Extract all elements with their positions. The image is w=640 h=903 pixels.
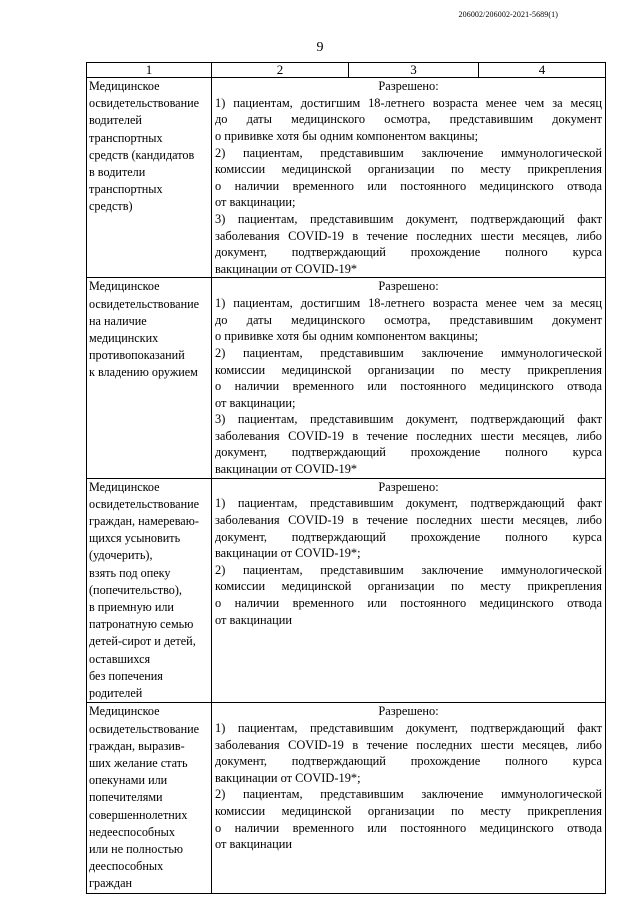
procedure-label-line: граждан, намереваю- xyxy=(89,514,199,529)
condition-line: комиссии медицинской организации по месту прикрепления xyxy=(215,362,602,377)
procedure-label-line: освидетельствование xyxy=(89,96,200,111)
procedure-label-line: недееспособных xyxy=(89,824,175,839)
conditions-cell xyxy=(212,278,606,478)
procedure-label-line: освидетельствование xyxy=(89,496,200,511)
condition-line: о наличии временного или постоянного медицинского отвода xyxy=(215,379,602,394)
condition-line: от вакцинации; xyxy=(215,195,296,210)
procedure-label-line: Медицинское xyxy=(89,704,160,719)
header-cell-2: 2 xyxy=(212,63,349,78)
header-row xyxy=(87,63,606,78)
condition-line: о наличии временного или постоянного медицинского отвода xyxy=(215,596,602,611)
header-cell-1: 1 xyxy=(87,63,212,78)
allowed-label: Разрешено: xyxy=(378,279,439,294)
condition-line: заболевания COVID-19 в течение последних шести месяцев, либо xyxy=(215,228,602,243)
procedure-label-line: патронатную семью xyxy=(89,617,194,632)
procedure-label-line: транспортных xyxy=(89,182,163,197)
procedure-label-line: к владению оружием xyxy=(89,365,198,380)
procedure-label-line: (попечительство), xyxy=(89,582,182,597)
condition-line: 1) пациентам, представившим документ, подтверждающий факт xyxy=(215,721,602,736)
condition-line: вакцинации от COVID-19*; xyxy=(215,546,361,561)
condition-line: от вакцинации xyxy=(215,837,293,852)
condition-line: 3) пациентам, представившим документ, подтверждающий факт xyxy=(215,211,602,226)
procedure-label-line: Медицинское xyxy=(89,79,160,93)
condition-line: вакцинации от COVID-19* xyxy=(215,462,358,477)
condition-line: заболевания COVID-19 в течение последних шести месяцев, либо xyxy=(215,513,602,528)
procedure-label-line: дееспособных xyxy=(89,859,164,874)
allowed-label: Разрешено: xyxy=(378,479,439,494)
condition-line: документ, подтверждающий прохождение полного курса xyxy=(215,245,602,260)
condition-line: 1) пациентам, достигшим 18-летнего возраста менее чем за месяц xyxy=(215,296,602,311)
procedure-label-line: Медицинское xyxy=(89,279,160,294)
procedure-label-line: ших желание стать xyxy=(89,755,188,770)
condition-line: о прививке хотя бы одним компонентом вакцины; xyxy=(215,128,479,143)
procedure-label-line: детей-сирот и детей, xyxy=(89,634,196,649)
condition-line: до даты медицинского осмотра, представившим документ xyxy=(215,312,602,327)
procedure-label-line: средств (кандидатов xyxy=(89,147,195,162)
condition-line: о наличии временного или постоянного медицинского отвода xyxy=(215,178,602,193)
condition-line: до даты медицинского осмотра, представившим документ xyxy=(215,112,602,127)
condition-line: 2) пациентам, представившим заключение иммунологической xyxy=(215,345,602,360)
condition-line: документ, подтверждающий прохождение полного курса xyxy=(215,445,602,460)
condition-line: 2) пациентам, представившим заключение иммунологической xyxy=(215,787,602,802)
procedure-label-line: Медицинское xyxy=(89,479,160,494)
table-row xyxy=(87,703,606,893)
procedure-label-line: в водители xyxy=(89,165,146,180)
procedure-label-line: освидетельствование xyxy=(89,296,200,311)
procedure-label-line: щихся усыновить xyxy=(89,531,181,546)
condition-line: вакцинации от COVID-19*; xyxy=(215,770,361,785)
condition-line: от вакцинации; xyxy=(215,395,296,410)
condition-line: о прививке хотя бы одним компонентом вакцины; xyxy=(215,329,479,344)
conditions-cell xyxy=(212,703,606,893)
procedure-label-line: водителей xyxy=(89,113,142,128)
procedure-label-line: противопоказаний xyxy=(89,348,185,363)
condition-line: 2) пациентам, представившим заключение иммунологической xyxy=(215,145,602,160)
condition-line: 3) пациентам, представившим документ, подтверждающий факт xyxy=(215,412,602,427)
header-cell-3: 3 xyxy=(349,63,479,78)
condition-line: вакцинации от COVID-19* xyxy=(215,261,358,276)
procedure-label-line: совершеннолетних xyxy=(89,807,188,822)
procedure-label-line: без попечения xyxy=(89,668,163,683)
table-row xyxy=(87,478,606,703)
procedure-label-line: граждан, выразив- xyxy=(89,738,185,753)
procedure-label-line: освидетельствование xyxy=(89,721,200,736)
procedure-label-line: средств) xyxy=(89,199,133,214)
procedure-label-line: опекунами или xyxy=(89,773,168,788)
procedure-label-line: родителей xyxy=(89,686,143,701)
header-cell-4: 4 xyxy=(479,63,606,78)
condition-line: комиссии медицинской организации по месту прикрепления xyxy=(215,162,602,177)
procedure-label-line: граждан xyxy=(89,876,133,891)
conditions-cell xyxy=(212,478,606,703)
condition-line: документ, подтверждающий прохождение полного курса xyxy=(215,754,602,769)
condition-line: заболевания COVID-19 в течение последних шести месяцев, либо xyxy=(215,428,602,443)
allowed-label: Разрешено: xyxy=(378,704,439,719)
procedure-label-line: на наличие xyxy=(89,313,147,328)
table-body xyxy=(87,63,606,894)
condition-line: комиссии медицинской организации по месту прикрепления xyxy=(215,579,602,594)
page-number: 9 xyxy=(316,40,324,55)
condition-line: документ, подтверждающий прохождение полного курса xyxy=(215,529,602,544)
condition-line: заболевания COVID-19 в течение последних шести месяцев, либо xyxy=(215,737,602,752)
procedure-label-line: оставшихся xyxy=(89,651,151,666)
allowed-label: Разрешено: xyxy=(378,79,439,93)
condition-line: 1) пациентам, представившим документ, подтверждающий факт xyxy=(215,496,602,511)
condition-line: 1) пациентам, достигшим 18-летнего возраста менее чем за месяц xyxy=(215,95,602,110)
table-row xyxy=(87,278,606,478)
procedure-cell xyxy=(87,278,212,478)
regulations-table xyxy=(86,62,606,894)
condition-line: комиссии медицинской организации по месту прикрепления xyxy=(215,804,602,819)
procedure-cell xyxy=(87,478,212,703)
condition-line: 2) пациентам, представившим заключение иммунологической xyxy=(215,562,602,577)
document-number: 206002/206002-2021-5689(1) xyxy=(458,10,558,19)
procedure-cell xyxy=(87,78,212,278)
conditions-cell xyxy=(212,78,606,278)
procedure-label-line: попечителями xyxy=(89,790,163,805)
procedure-label-line: медицинских xyxy=(89,330,159,345)
procedure-label-line: (удочерить), xyxy=(89,548,153,563)
table-row xyxy=(87,78,606,278)
procedure-label-line: транспортных xyxy=(89,130,163,145)
condition-line: о наличии временного или постоянного медицинского отвода xyxy=(215,820,602,835)
condition-line: от вакцинации xyxy=(215,612,293,627)
procedure-label-line: или не полностью xyxy=(89,841,184,856)
procedure-label-line: в приемную или xyxy=(89,600,174,615)
procedure-cell xyxy=(87,703,212,893)
procedure-label-line: взять под опеку xyxy=(89,565,171,580)
